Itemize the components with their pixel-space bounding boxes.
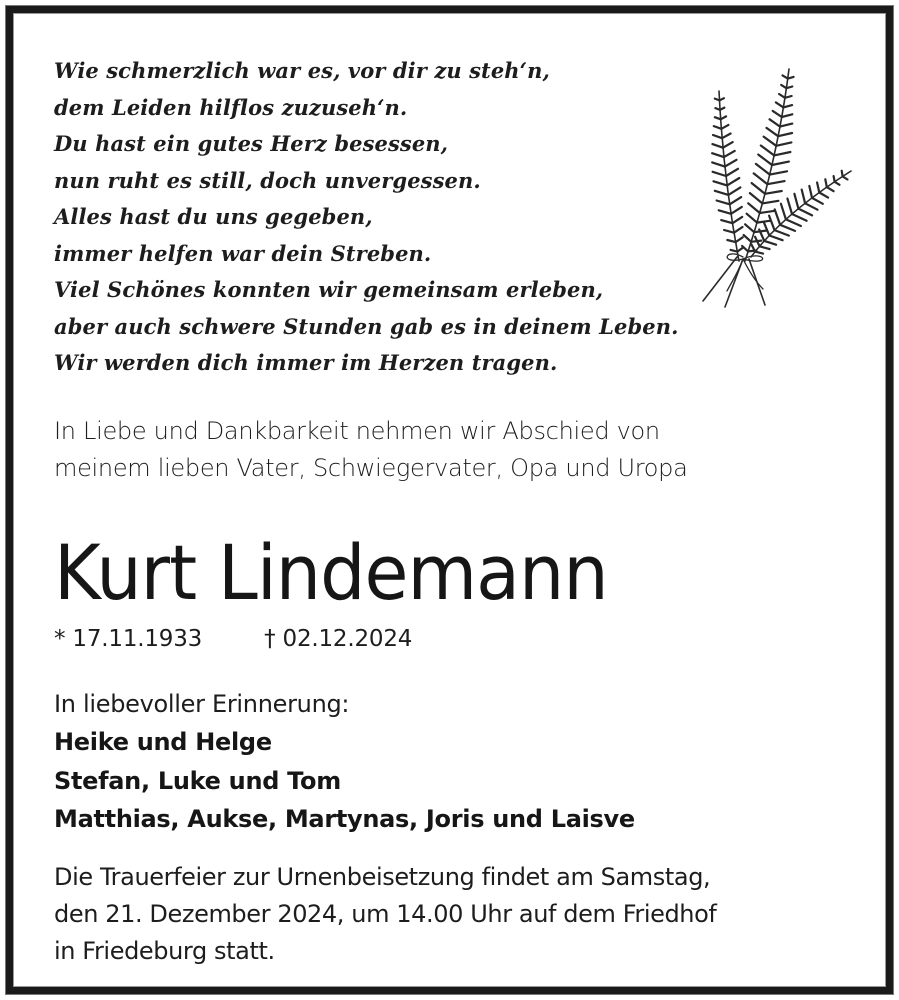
- family-line: Matthias, Aukse, Martynas, Joris und Laisve: [54, 805, 635, 833]
- poem-line: Viel Schönes konnten wir gemeinsam erleben,: [54, 277, 604, 302]
- poem-line: Wir werden dich immer im Herzen tragen.: [54, 350, 558, 375]
- service-line: in Friedeburg statt.: [54, 937, 275, 965]
- family-line: Stefan, Luke und Tom: [54, 766, 341, 795]
- service-details: [54, 859, 716, 970]
- intro-line: meinem lieben Vater, Schwiegervater, Opa und Uropa: [54, 454, 688, 482]
- birth-date: * 17.11.1933: [54, 626, 203, 652]
- poem-line: nun ruht es still, doch unvergessen.: [54, 167, 481, 193]
- death-date: † 02.12.2024: [264, 626, 413, 652]
- family-line: Heike und Helge: [54, 728, 272, 756]
- service-line: Die Trauerfeier zur Urnenbeisetzung findet am Samstag,: [54, 863, 711, 891]
- intro-text: [54, 413, 688, 487]
- family-list: [54, 723, 635, 839]
- poem-line: Wie schmerzlich war es, vor dir zu steh‘n,: [54, 58, 550, 83]
- life-dates: [54, 621, 412, 657]
- memory-label: In liebevoller Erinnerung:: [54, 690, 350, 718]
- obituary-notice: [6, 6, 893, 994]
- poem-line: Du hast ein gutes Herz besessen,: [54, 131, 449, 156]
- service-line: den 21. Dezember 2024, um 14.00 Uhr auf dem Friedhof: [54, 900, 717, 928]
- fern-bouquet-icon: [681, 61, 861, 311]
- intro-line: In Liebe und Dankbarkeit nehmen wir Abschied von: [54, 417, 660, 445]
- poem-line: dem Leiden hilflos zuzuseh‘n.: [54, 94, 408, 120]
- poem-line: aber auch schwere Stunden gab es in deinem Leben.: [54, 313, 679, 339]
- poem: [54, 53, 679, 382]
- poem-line: Alles hast du uns gegeben,: [54, 204, 373, 229]
- deceased-name: Kurt Lindemann: [54, 528, 608, 617]
- poem-line: immer helfen war dein Streben.: [54, 240, 432, 266]
